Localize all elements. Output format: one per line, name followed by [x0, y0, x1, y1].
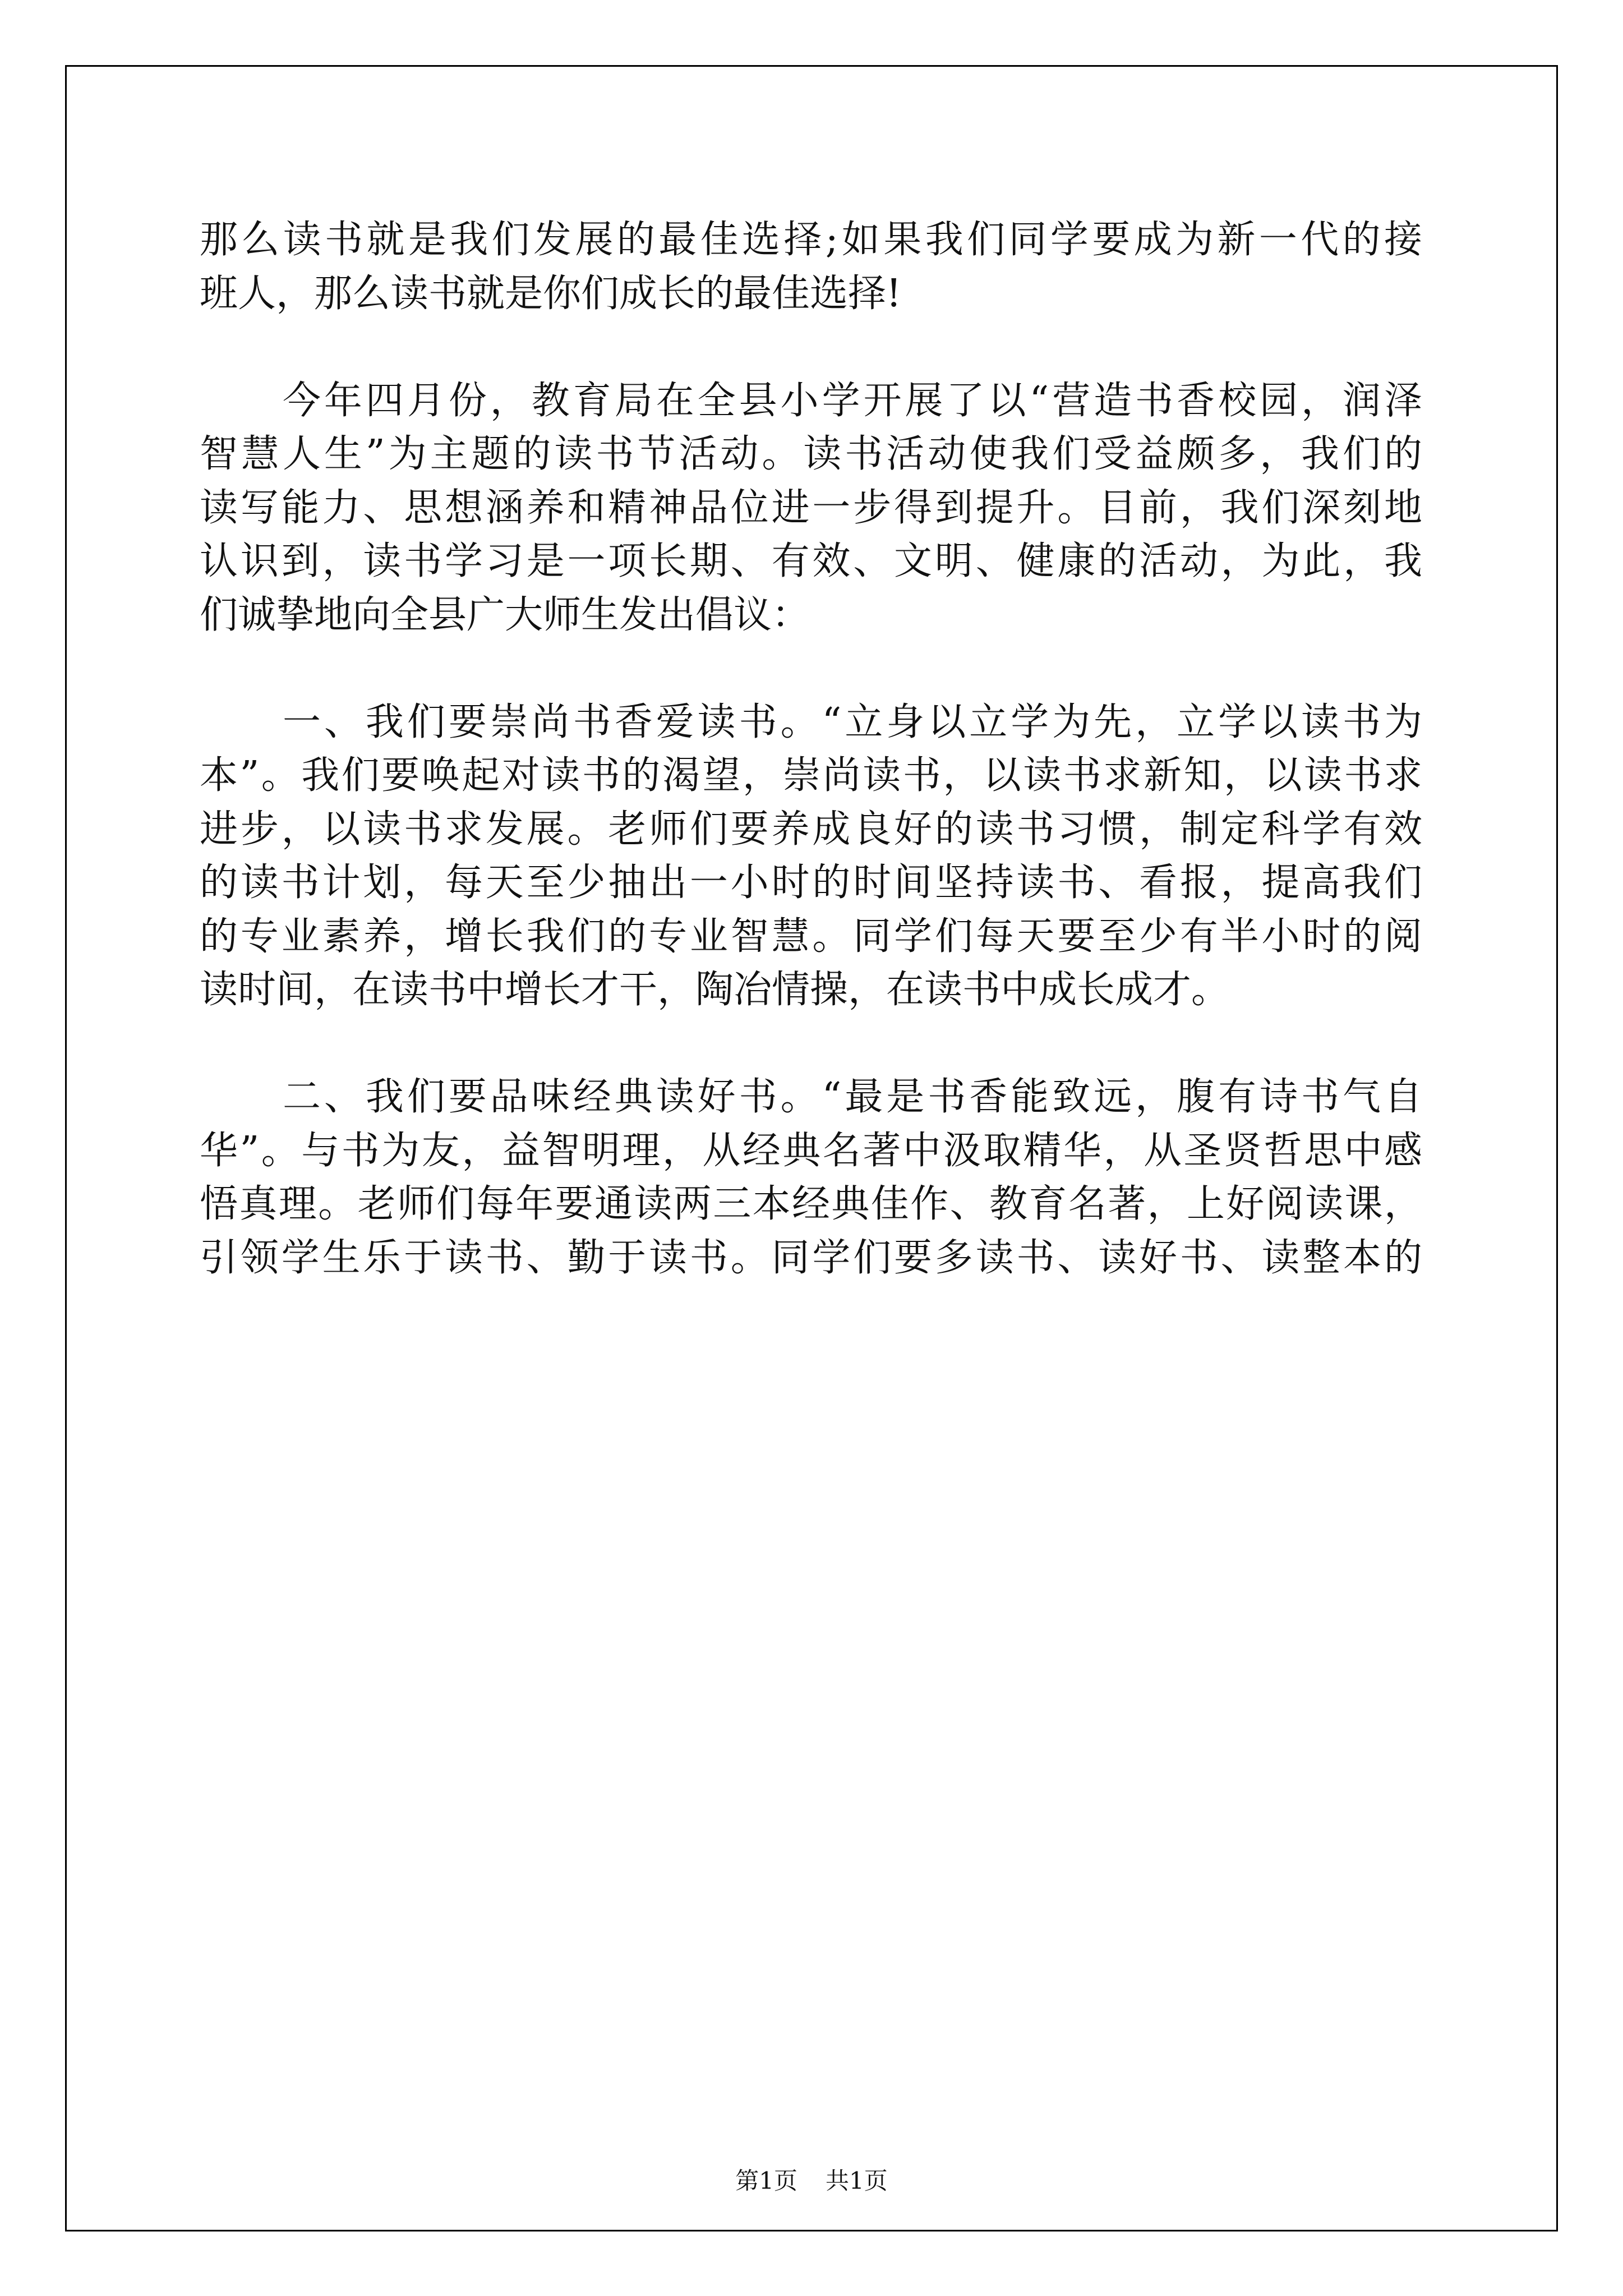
text-line: 的专业素养，增长我们的专业智慧。同学们每天要至少有半小时的阅 [200, 914, 1422, 959]
paragraph-gap [200, 320, 1422, 374]
text-line: 悟真理。老师们每年要通读两三本经典佳作、教育名著，上好阅读课， [200, 1182, 1422, 1226]
text-line: 们诚挚地向全县广大师生发出倡议： [200, 592, 810, 637]
text-line: 本”。我们要唤起对读书的渴望，崇尚读书，以读书求新知，以读书求 [200, 753, 1422, 798]
text-line: 二、我们要品味经典读好书。“最是书香能致远，腹有诗书气自 [200, 1075, 1422, 1119]
text-line: 进步，以读书求发展。老师们要养成良好的读书习惯，制定科学有效 [200, 807, 1422, 852]
document-body [200, 213, 1422, 1285]
page-footer [0, 2162, 1623, 2196]
text-line: 一、我们要崇尚书香爱读书。“立身以立学为先，立学以读书为 [200, 700, 1422, 744]
text-line: 的读书计划，每天至少抽出一小时的时间坚持读书、看报，提高我们 [200, 861, 1422, 905]
paragraph-gap [200, 1017, 1422, 1071]
paragraph-gap [200, 642, 1422, 696]
text-line: 那么读书就是我们发展的最佳选择;如果我们同学要成为新一代的接 [200, 218, 1422, 262]
text-line: 今年四月份，教育局在全县小学开展了以“营造书香校园，润泽 [200, 378, 1422, 423]
page-total: 共1页 [826, 2167, 888, 2194]
text-line: 引领学生乐于读书、勤于读书。同学们要多读书、读好书、读整本的 [200, 1235, 1422, 1280]
text-line: 班人，那么读书就是你们成长的最佳选择! [200, 271, 902, 316]
text-line: 读写能力、思想涵养和精神品位进一步得到提升。目前，我们深刻地 [200, 485, 1422, 530]
page-number: 第1页 [735, 2167, 797, 2194]
text-line: 读时间，在读书中增长才干，陶冶情操，在读书中成长成才。 [200, 968, 1230, 1012]
text-line: 智慧人生”为主题的读书节活动。读书活动使我们受益颇多，我们的 [200, 432, 1422, 476]
text-line: 华”。与书为友，益智明理，从经典名著中汲取精华，从圣贤哲思中感 [200, 1128, 1422, 1173]
text-line: 认识到，读书学习是一项长期、有效、文明、健康的活动，为此，我 [200, 539, 1422, 583]
